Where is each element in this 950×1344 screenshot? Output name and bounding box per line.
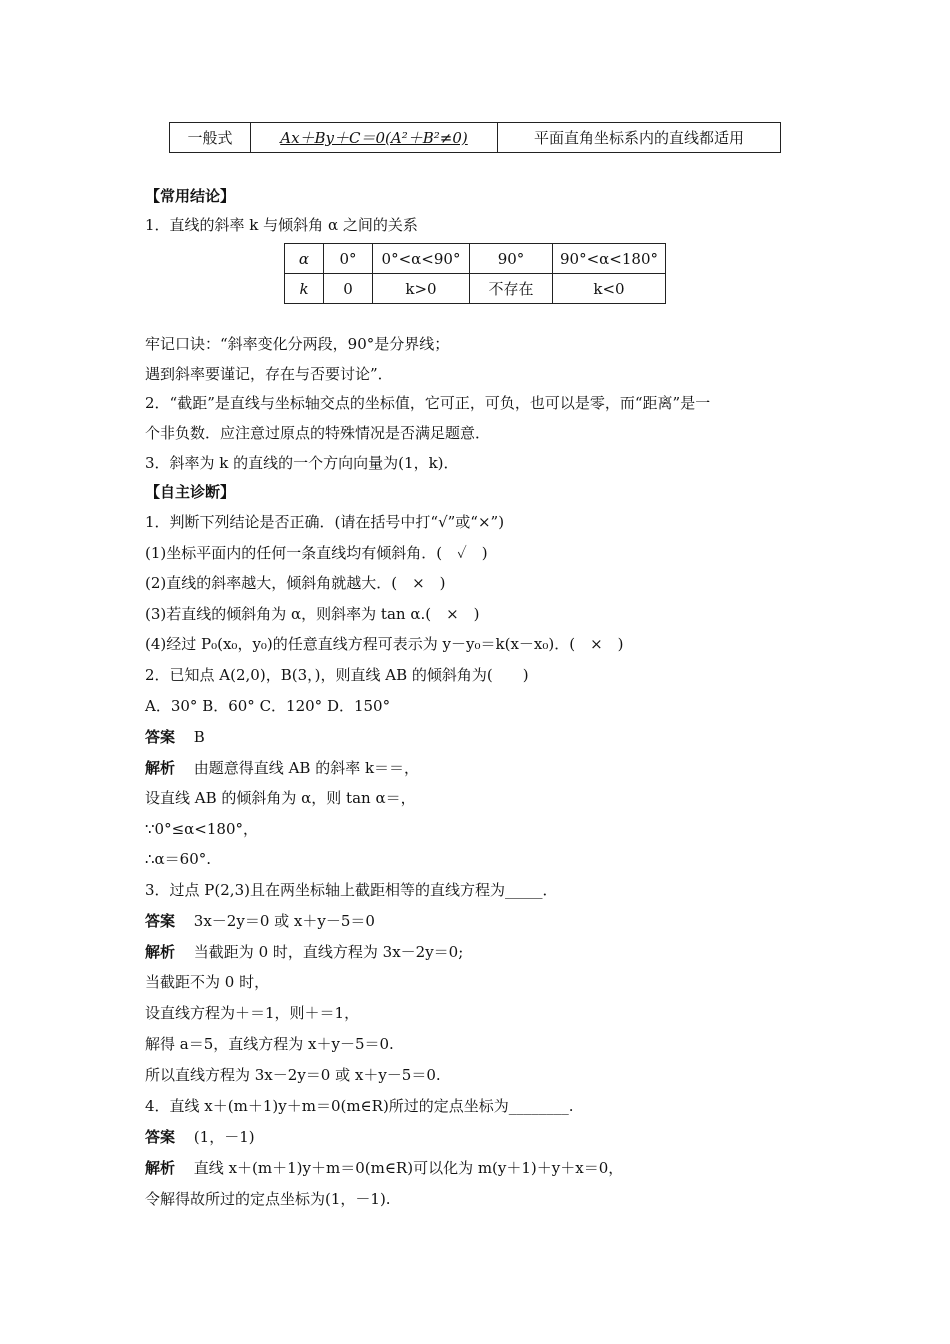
table-cell: 0° (324, 244, 373, 274)
question-1: 1．判断下列结论是否正确．(请在括号中打“√”或“×”) (145, 513, 505, 531)
question-4-answer (145, 1127, 255, 1147)
table-cell: 90°<α<180° (553, 244, 666, 274)
answer-value: 3x－2y＝0 或 x＋y－5＝0 (193, 912, 375, 930)
conclusion-2-line-2: 个非负数．应注意过原点的特殊情况是否满足题意． (145, 424, 491, 442)
table-cell: k (285, 274, 324, 304)
question-3-answer (145, 911, 375, 931)
solution-text: 直线 x＋(m＋1)y＋m＝0(m∈R)可以化为 m(y＋1)＋y＋x＝0， (193, 1159, 624, 1177)
common-conclusions-heading: 【常用结论】 (145, 187, 236, 205)
question-2: 2．已知点 A(2,0)，B(3，)，则直线 AB 的倾斜角为( ) (145, 666, 529, 684)
table-cell: α (285, 244, 324, 274)
table-row (170, 123, 781, 153)
table-row (285, 244, 666, 274)
conclusion-1: 1．直线的斜率 k 与倾斜角 α 之间的关系 (145, 216, 418, 234)
solution-text: 由题意得直线 AB 的斜率 k＝＝， (193, 759, 420, 777)
solution-label: 解析 (145, 759, 176, 777)
question-4: 4．直线 x＋(m＋1)y＋m＝0(m∈R)所过的定点坐标为________. (145, 1097, 574, 1115)
solution-label: 解析 (145, 1159, 176, 1177)
table-row (285, 274, 666, 304)
table-cell: k>0 (373, 274, 470, 304)
answer-label: 答案 (145, 728, 176, 746)
conclusion-3: 3．斜率为 k 的直线的一个方向向量为(1，k)． (145, 454, 459, 472)
answer-value: (1，－1) (193, 1128, 255, 1146)
table-cell: 90° (470, 244, 553, 274)
solution-step: ∵0°≤α<180°， (145, 820, 258, 838)
slope-angle-table (284, 243, 666, 304)
solution-step: 当截距不为 0 时， (145, 973, 270, 991)
question-1-item-2: (2)直线的斜率越大，倾斜角就越大．( × ) (145, 574, 446, 592)
form-name-cell: 一般式 (170, 123, 251, 153)
question-2-answer (145, 727, 205, 747)
answer-label: 答案 (145, 1128, 176, 1146)
conclusion-2-line-1: 2．“截距”是直线与坐标轴交点的坐标值，它可正，可负，也可以是零，而“距离”是一 (145, 394, 711, 412)
question-1-item-3: (3)若直线的倾斜角为 α，则斜率为 tan α.( × ) (145, 605, 480, 623)
table-cell: 0 (324, 274, 373, 304)
solution-step: 设直线方程为＋＝1，则＋＝1， (145, 1004, 360, 1022)
solution-step: ∴α＝60°. (145, 850, 212, 868)
answer-value: B (193, 728, 205, 746)
mnemonic-line-1: 牢记口诀：“斜率变化分两段，90°是分界线； (145, 335, 450, 353)
table-cell: k<0 (553, 274, 666, 304)
question-3-solution (145, 942, 463, 962)
self-diagnosis-heading: 【自主诊断】 (145, 483, 236, 501)
table-cell: 0°<α<90° (373, 244, 470, 274)
solution-step: 令解得故所过的定点坐标为(1，－1). (145, 1190, 391, 1208)
solution-label: 解析 (145, 943, 176, 961)
answer-label: 答案 (145, 912, 176, 930)
question-1-item-4: (4)经过 P₀(x₀，y₀)的任意直线方程可表示为 y－y₀＝k(x－x₀)．( × ) (145, 635, 624, 653)
solution-text: 当截距为 0 时，直线方程为 3x－2y＝0; (193, 943, 464, 961)
solution-step: 解得 a＝5，直线方程为 x＋y－5＝0. (145, 1035, 394, 1053)
table-cell: 不存在 (470, 274, 553, 304)
question-2-solution (145, 758, 419, 778)
question-4-solution (145, 1158, 623, 1178)
question-2-options: A．30° B．60° C．120° D．150° (145, 697, 391, 715)
form-scope-cell: 平面直角坐标系内的直线都适用 (498, 123, 781, 153)
solution-step: 设直线 AB 的倾斜角为 α，则 tan α＝， (145, 789, 416, 807)
mnemonic-line-2: 遇到斜率要谨记，存在与否要讨论”． (145, 365, 393, 383)
solution-step: 所以直线方程为 3x－2y＝0 或 x＋y－5＝0. (145, 1066, 441, 1084)
general-form-table (169, 122, 781, 153)
question-3: 3．过点 P(2,3)且在两坐标轴上截距相等的直线方程为_____． (145, 881, 558, 899)
question-1-item-1: (1)坐标平面内的任何一条直线均有倾斜角．( ✓ ) (145, 544, 488, 562)
form-equation-cell: Ax＋By＋C＝0(A²＋B²≠0) (251, 123, 498, 153)
